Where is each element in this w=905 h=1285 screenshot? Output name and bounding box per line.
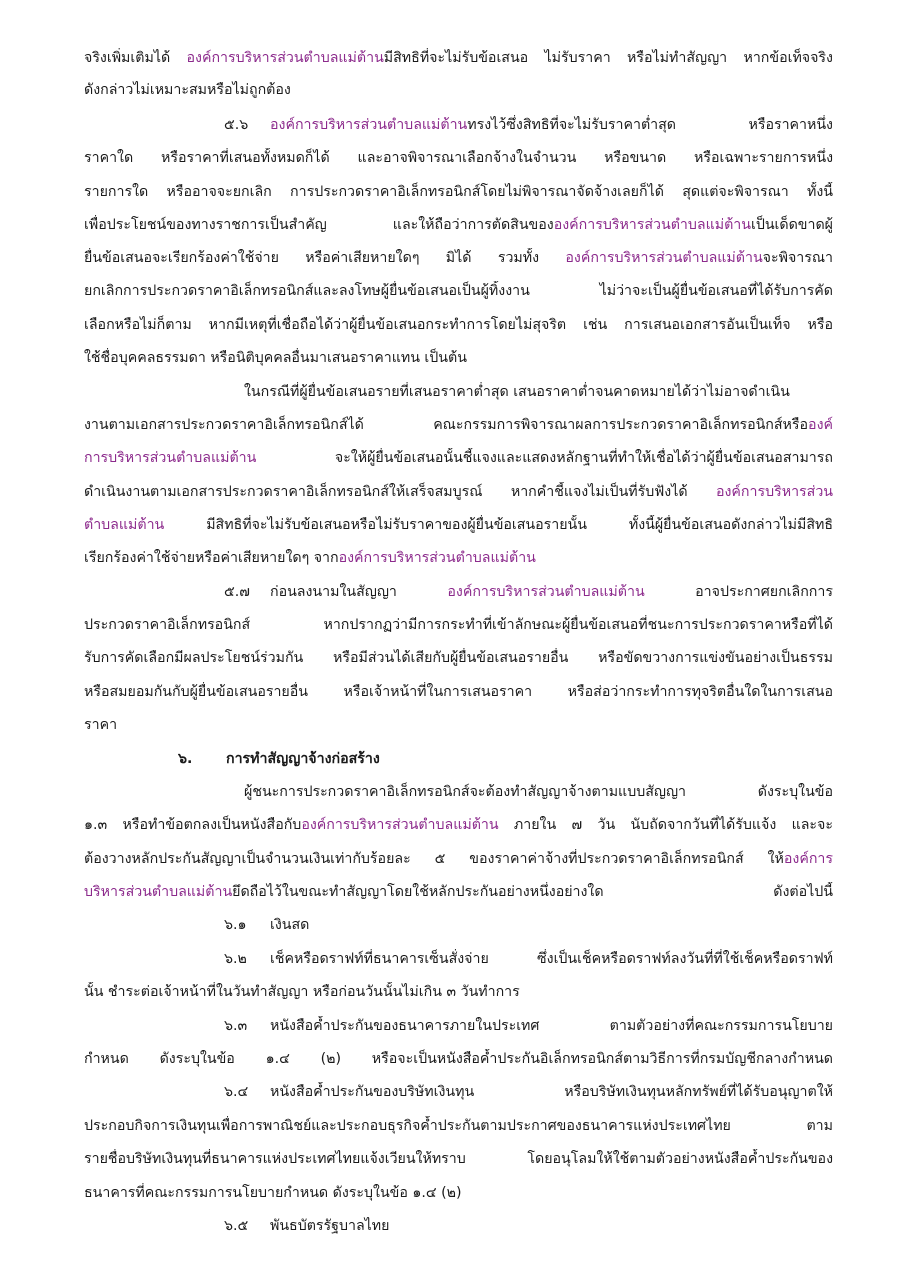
text-run: ยื่นข้อเสนอจะเรียกร้องค่าใช้จ่าย หรือค่าเสียหายใดๆ มิได้ รวมทั้ง xyxy=(84,250,566,266)
clause-number: ๖.๒ xyxy=(224,951,247,967)
clause-number: ๕.๖ xyxy=(224,117,249,133)
org-name-highlight: ตำบลแม่ต้าน xyxy=(84,517,165,533)
text-line xyxy=(244,382,833,404)
text-line xyxy=(84,215,833,237)
org-name-highlight: องค์การบริหารส่วนตำบลแม่ต้าน xyxy=(553,217,751,233)
text-line xyxy=(84,348,833,370)
text-run: ในกรณีที่ผู้ยื่นข้อเสนอรายที่เสนอราคาต่ำสุด เสนอราคาต่ำจนคาดหมายได้ว่าไม่อาจดำเนิน xyxy=(244,384,790,400)
text-run: เป็นเด็ดขาดผู้ xyxy=(750,217,833,233)
text-run: เรียกร้องค่าใช้จ่ายหรือค่าเสียหายใดๆ จาก xyxy=(84,550,339,566)
text-run: เพื่อประโยชน์ของทางราชการเป็นสำคัญ และให้ถือว่าการตัดสินของ xyxy=(84,217,554,233)
text-run: ก่อนลงนามในสัญญา xyxy=(270,584,448,600)
text-line xyxy=(84,80,833,102)
text-line xyxy=(84,615,833,637)
text-line xyxy=(84,815,833,837)
text-line xyxy=(224,582,833,604)
text-run: พันธบัตรรัฐบาลไทย xyxy=(270,1218,390,1234)
text-run: เงินสด xyxy=(270,917,310,933)
text-line xyxy=(84,849,833,871)
org-name-highlight: องค์การบริหารส่วนตำบลแม่ต้าน xyxy=(301,817,499,833)
text-line xyxy=(84,315,833,337)
org-name-highlight: องค์การ xyxy=(783,851,833,867)
text-run: ประกอบกิจการเงินทุนเพื่อการพาณิชย์และประกอบธุรกิจค้ำประกันตามประกาศของธนาคารแห่งประเทศไทย ตาม xyxy=(84,1118,833,1134)
text-run: เลือกหรือไม่ก็ตาม หากมีเหตุที่เชื่อถือได้ว่าผู้ยื่นข้อเสนอกระทำการโดยไม่สุจริต เช่น การเสนอเอกสารอันเป็นเท็จ หรือ xyxy=(84,317,833,333)
text-line xyxy=(224,1082,833,1104)
text-line xyxy=(84,48,833,70)
clause-number: ๖.๕ xyxy=(224,1218,249,1234)
text-line xyxy=(224,915,833,937)
text-run: ทรงไว้ซึ่งสิทธิที่จะไม่รับราคาต่ำสุด หรือราคาหนึ่ง xyxy=(467,117,833,133)
text-run: ผู้ชนะการประกวดราคาอิเล็กทรอนิกส์จะต้องทำสัญญาจ้างตามแบบสัญญา ดังระบุในข้อ xyxy=(244,784,833,800)
text-run: รายการใด หรืออาจจะยกเลิก การประกวดราคาอิเล็กทรอนิกส์โดยไม่พิจารณาจัดจ้างเลยก็ได้ สุดแต่จะพิจารณา ทั้งนี้ xyxy=(84,184,833,200)
text-run: ธนาคารที่คณะกรรมการนโยบายกำหนด ดังระบุในข้อ ๑.๔ (๒) xyxy=(84,1185,462,1201)
text-line xyxy=(178,749,833,771)
text-line xyxy=(84,248,833,270)
text-run: นั้น ชำระต่อเจ้าหน้าที่ในวันทำสัญญา หรือก่อนวันนั้นไม่เกิน ๓ วันทำการ xyxy=(84,984,520,1000)
text-line xyxy=(84,448,833,470)
org-name-highlight: องค์การบริหารส่วนตำบลแม่ต้าน xyxy=(270,117,468,133)
text-line xyxy=(84,1149,833,1171)
text-line xyxy=(84,682,833,704)
text-run: หนังสือค้ำประกันของธนาคารภายในประเทศ ตามตัวอย่างที่คณะกรรมการนโยบาย xyxy=(270,1018,833,1034)
org-name-highlight: บริหารส่วนตำบลแม่ต้าน xyxy=(84,884,233,900)
text-run: อาจประกาศยกเลิกการ xyxy=(644,584,833,600)
org-name-highlight: องค์การบริหารส่วน xyxy=(715,484,833,500)
text-line xyxy=(84,982,833,1004)
text-run: ราคาใด หรือราคาที่เสนอทั้งหมดก็ได้ และอาจพิจารณาเลือกจ้างในจำนวน หรือขนาด หรือเฉพาะรายการหนึ่ง xyxy=(84,150,833,166)
text-line xyxy=(84,415,833,437)
text-line xyxy=(84,182,833,204)
text-run: มีสิทธิที่จะไม่รับข้อเสนอหรือไม่รับราคาของผู้ยื่นข้อเสนอรายนั้น ทั้งนี้ผู้ยื่นข้อเสนอดังกล่าวไม่มีสิทธิ xyxy=(164,517,833,533)
text-run: ต้องวางหลักประกันสัญญาเป็นจำนวนเงินเท่ากับร้อยละ ๕ ของราคาค่าจ้างที่ประกวดราคาอิเล็กทรอนิกส์ ให้ xyxy=(84,851,784,867)
org-name-highlight: องค์ xyxy=(808,417,833,433)
text-run: รับการคัดเลือกมีผลประโยชน์ร่วมกัน หรือมีส่วนได้เสียกับผู้ยื่นข้อเสนอรายอื่น หรือขัดขวางการแข่งขันอย่างเป็นธรรม xyxy=(84,650,833,666)
text-run: ประกวดราคาอิเล็กทรอนิกส์ หากปรากฏว่ามีการกระทำที่เข้าลักษณะผู้ยื่นข้อเสนอที่ชนะการประกวดราคาหรือที่ได้ xyxy=(84,617,833,633)
text-run: ราคา xyxy=(84,717,118,733)
clause-number: ๖.๔ xyxy=(224,1084,249,1100)
org-name-highlight: การบริหารส่วนตำบลแม่ต้าน xyxy=(84,450,257,466)
text-run: เช็คหรือดราฟท์ที่ธนาคารเซ็นสั่งจ่าย ซึ่งเป็นเช็คหรือดราฟท์ลงวันที่ที่ใช้เช็คหรือดราฟท์ xyxy=(270,951,833,967)
text-line xyxy=(244,782,833,804)
clause-number: ๖.๑ xyxy=(224,917,247,933)
text-run: งานตามเอกสารประกวดราคาอิเล็กทรอนิกส์ได้ คณะกรรมการพิจารณาผลการประกวดราคาอิเล็กทรอนิกส์หรือ xyxy=(84,417,809,433)
text-line xyxy=(224,115,833,137)
text-line xyxy=(84,1116,833,1138)
text-run: ใช้ชื่อบุคคลธรรมดา หรือนิติบุคคลอื่นมาเสนอราคาแทน เป็นต้น xyxy=(84,350,467,366)
text-line xyxy=(84,1183,833,1205)
text-run: จะให้ผู้ยื่นข้อเสนอนั้นชี้แจงและแสดงหลักฐานที่ทำให้เชื่อได้ว่าผู้ยื่นข้อเสนอสามารถ xyxy=(256,450,833,466)
text-line xyxy=(84,281,833,303)
text-run: จริงเพิ่มเติมได้ xyxy=(84,50,187,66)
text-line xyxy=(84,548,833,570)
text-line xyxy=(224,1216,833,1238)
text-run: จะพิจารณา xyxy=(762,250,833,266)
text-run: ภายใน ๗ วัน นับถัดจากวันที่ได้รับแจ้ง และจะ xyxy=(498,817,833,833)
text-run: ดำเนินงานตามเอกสารประกวดราคาอิเล็กทรอนิกส์ให้เสร็จสมบูรณ์ หากคำชี้แจงไม่เป็นที่รับฟังได้ xyxy=(84,484,716,500)
text-run: ยึดถือไว้ในขณะทำสัญญาโดยใช้หลักประกันอย่างหนึ่งอย่างใด ดังต่อไปนี้ xyxy=(232,884,833,900)
text-run: รายชื่อบริษัทเงินทุนที่ธนาคารแห่งประเทศไทยแจ้งเวียนให้ทราบ โดยอนุโลมให้ใช้ตามตัวอย่างหนังสือค้ำประกันของ xyxy=(84,1151,833,1167)
text-run: หนังสือค้ำประกันของบริษัทเงินทุน หรือบริษัทเงินทุนหลักทรัพย์ที่ได้รับอนุญาตให้ xyxy=(270,1084,833,1100)
section-heading: การทำสัญญาจ้างก่อสร้าง xyxy=(226,751,380,767)
clause-number: ๖.๓ xyxy=(224,1018,248,1034)
text-run: ๑.๓ หรือทำข้อตกลงเป็นหนังสือกับ xyxy=(84,817,302,833)
text-line xyxy=(224,1016,833,1038)
text-run: หรือสมยอมกันกับผู้ยื่นข้อเสนอรายอื่น หรือเจ้าหน้าที่ในการเสนอราคา หรือส่อว่ากระทำการทุจริตอื่นใดในการเสนอ xyxy=(84,684,833,700)
org-name-highlight: องค์การบริหารส่วนตำบลแม่ต้าน xyxy=(565,250,763,266)
text-run: ยกเลิกการประกวดราคาอิเล็กทรอนิกส์และลงโทษผู้ยื่นข้อเสนอเป็นผู้ทิ้งงาน ไม่ว่าจะเป็นผู้ยื่นข้อเสนอที่ได้รับการคัด xyxy=(84,283,833,299)
org-name-highlight: องค์การบริหารส่วนตำบลแม่ต้าน xyxy=(338,550,536,566)
clause-number: ๕.๗ xyxy=(224,584,250,600)
org-name-highlight: องค์การบริหารส่วนตำบลแม่ต้าน xyxy=(447,584,645,600)
text-line xyxy=(84,715,833,737)
text-run: ดังกล่าวไม่เหมาะสมหรือไม่ถูกต้อง xyxy=(84,82,291,98)
text-line xyxy=(84,648,833,670)
text-line xyxy=(84,1049,833,1071)
org-name-highlight: องค์การบริหารส่วนตำบลแม่ต้าน xyxy=(186,50,384,66)
text-line xyxy=(84,882,833,904)
text-run: กำหนด ดังระบุในข้อ ๑.๔ (๒) หรือจะเป็นหนังสือค้ำประกันอิเล็กทรอนิกส์ตามวิธีการที่กรมบัญชีกลางกำหนด xyxy=(84,1051,833,1067)
text-line xyxy=(224,949,833,971)
section-number: ๖. xyxy=(178,751,193,767)
text-line xyxy=(84,515,833,537)
text-line xyxy=(84,482,833,504)
text-run: มีสิทธิที่จะไม่รับข้อเสนอ ไม่รับราคา หรือไม่ทำสัญญา หากข้อเท็จจริง xyxy=(383,50,833,66)
text-line xyxy=(84,148,833,170)
